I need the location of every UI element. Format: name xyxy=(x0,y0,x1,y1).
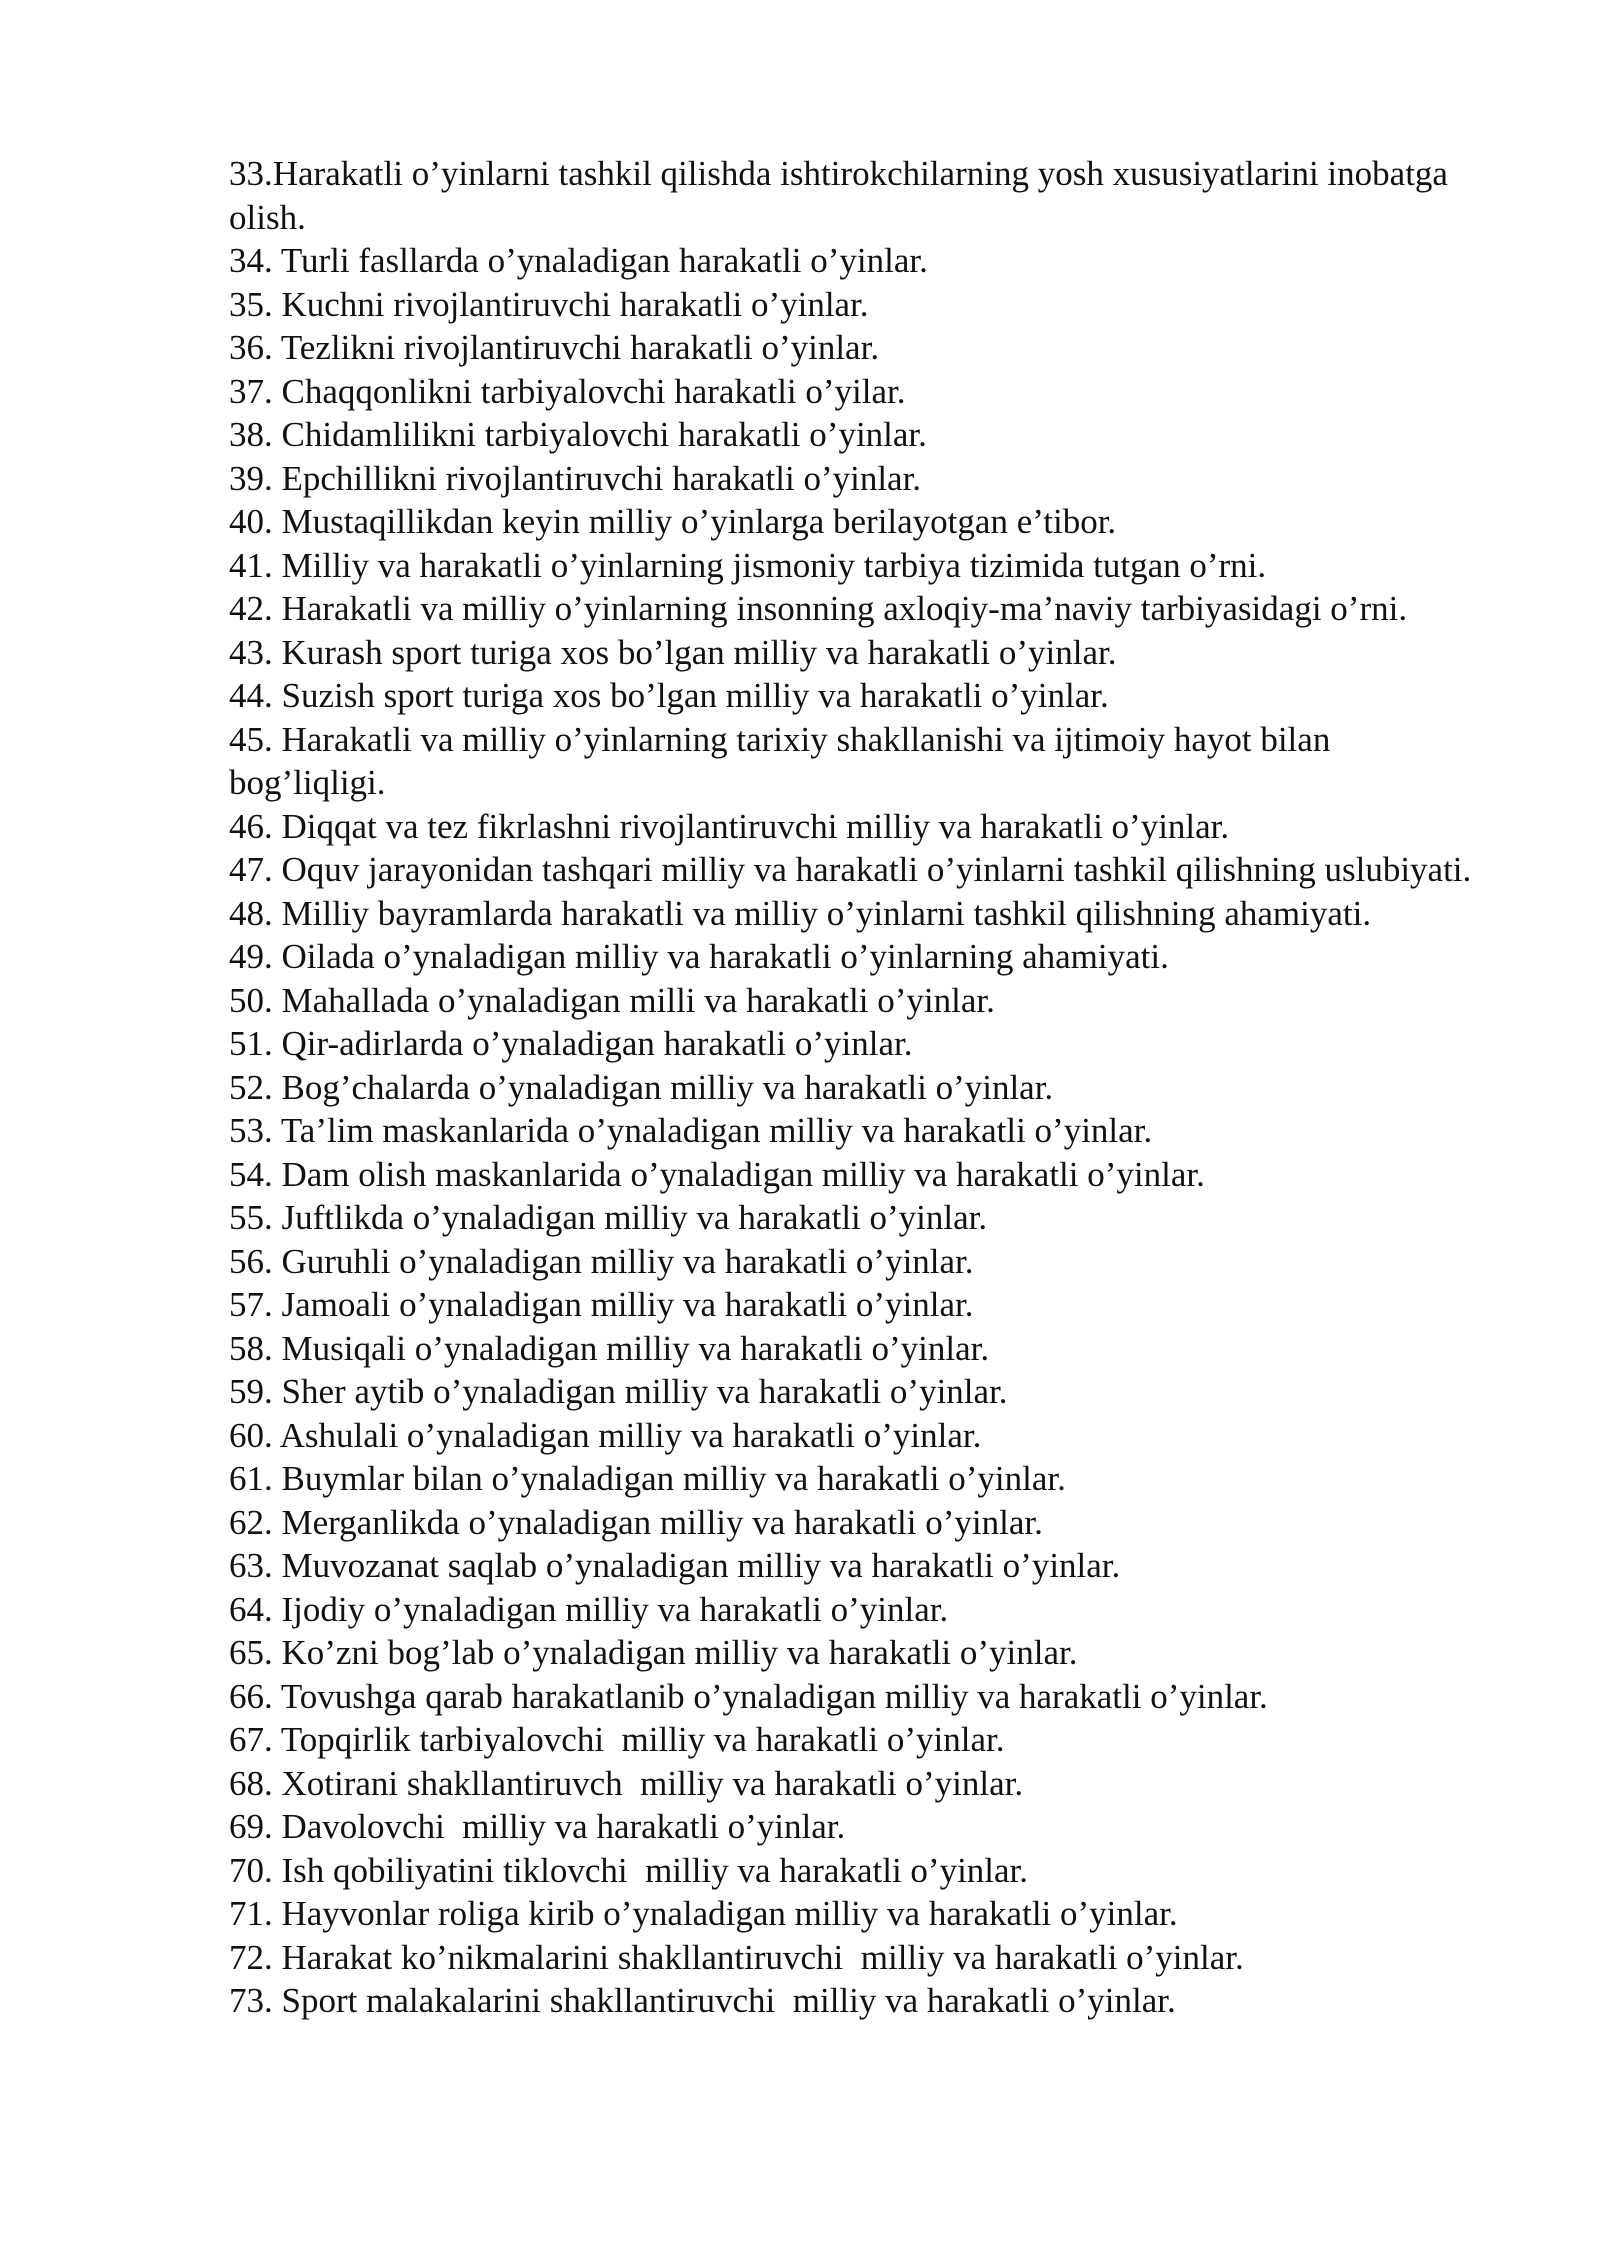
list-item: 35. Kuchni rivojlantiruvchi harakatli o’yinlar. xyxy=(229,284,869,324)
list-item: 59. Sher aytib o’ynaladigan milliy va harakatli o’yinlar. xyxy=(229,1372,1008,1411)
list-item: 41. Milliy va harakatli o’yinlarning jismoniy tarbiya tizimida tutgan o’rni. xyxy=(229,545,1267,585)
list-item: 65. Ko’zni bog’lab o’ynaladigan milliy va harakatli o’yinlar. xyxy=(229,1633,1078,1672)
list-item: 58. Musiqali o’ynaladigan milliy va harakatli o’yinlar. xyxy=(229,1328,990,1368)
list-item: 68. Xotirani shakllantiruvch milliy va harakatli o’yinlar. xyxy=(229,1763,1024,1803)
list-item: 55. Juftlikda o’ynaladigan milliy va harakatli o’yinlar. xyxy=(229,1198,988,1237)
list-item: 47. Oquv jarayonidan tashqari milliy va harakatli o’yinlarni tashkil qilishning uslubiyati. xyxy=(229,850,1472,889)
list-item: 36. Tezlikni rivojlantiruvchi harakatli o’yinlar. xyxy=(229,328,880,367)
list-item: 56. Guruhli o’ynaladigan milliy va harakatli o’yinlar. xyxy=(229,1241,974,1281)
list-item: 52. Bog’chalarda o’ynaladigan milliy va harakatli o’yinlar. xyxy=(229,1067,1054,1107)
list-item: 33.Harakatli o’yinlarni tashkil qilishda ishtirokchilarning yosh xususiyatlarini inobatga olish. xyxy=(229,154,1457,237)
list-item: 51. Qir-adirlarda o’ynaladigan harakatli o’yinlar. xyxy=(229,1024,913,1063)
list-item: 37. Chaqqonlikni tarbiyalovchi harakatli o’yilar. xyxy=(229,371,906,411)
list-item: 70. Ish qobiliyatini tiklovchi milliy va harakatli o’yinlar. xyxy=(229,1850,1029,1890)
list-item: 71. Hayvonlar roliga kirib o’ynaladigan milliy va harakatli o’yinlar. xyxy=(229,1894,1178,1933)
list-item: 54. Dam olish maskanlarida o’ynaladigan milliy va harakatli o’yinlar. xyxy=(229,1154,1205,1194)
list-item: 60. Ashulali o’ynaladigan milliy va harakatli o’yinlar. xyxy=(229,1415,982,1455)
list-item: 72. Harakat ko’nikmalarini shakllantiruvchi milliy va harakatli o’yinlar. xyxy=(229,1937,1244,1977)
list-item: 39. Epchillikni rivojlantiruvchi harakatli o’yinlar. xyxy=(229,458,922,498)
list-item: 38. Chidamlilikni tarbiyalovchi harakatli o’yinlar. xyxy=(229,415,927,454)
list-item: 53. Ta’lim maskanlarida o’ynaladigan milliy va harakatli o’yinlar. xyxy=(229,1111,1153,1150)
list-item: 67. Topqirlik tarbiyalovchi milliy va harakatli o’yinlar. xyxy=(229,1720,1005,1759)
list-item: 50. Mahallada o’ynaladigan milli va harakatli o’yinlar. xyxy=(229,980,995,1020)
topic-list xyxy=(229,152,1489,2023)
list-item: 46. Diqqat va tez fikrlashni rivojlantiruvchi milliy va harakatli o’yinlar. xyxy=(229,806,1230,846)
list-item: 42. Harakatli va milliy o’yinlarning insonning axloqiy-ma’naviy tarbiyasidagi o’rni. xyxy=(229,589,1408,628)
list-item: 43. Kurash sport turiga xos bo’lgan milliy va harakatli o’yinlar. xyxy=(229,632,1117,672)
list-item: 64. Ijodiy o’ynaladigan milliy va harakatli o’yinlar. xyxy=(229,1589,949,1629)
list-item: 57. Jamoali o’ynaladigan milliy va harakatli o’yinlar. xyxy=(229,1285,974,1324)
list-item: 69. Davolovchi milliy va harakatli o’yinlar. xyxy=(229,1807,846,1846)
list-item: 49. Oilada o’ynaladigan milliy va harakatli o’yinlarning ahamiyati. xyxy=(229,937,1169,976)
list-item: 40. Mustaqillikdan keyin milliy o’yinlarga berilayotgan e’tibor. xyxy=(229,502,1117,541)
list-item: 61. Buymlar bilan o’ynaladigan milliy va harakatli o’yinlar. xyxy=(229,1459,1066,1498)
list-item: 62. Merganlikda o’ynaladigan milliy va harakatli o’yinlar. xyxy=(229,1502,1043,1542)
list-item: 48. Milliy bayramlarda harakatli va milliy o’yinlarni tashkil qilishning ahamiyati. xyxy=(229,893,1372,933)
list-item: 63. Muvozanat saqlab o’ynaladigan milliy va harakatli o’yinlar. xyxy=(229,1546,1121,1585)
list-item: 66. Tovushga qarab harakatlanib o’ynaladigan milliy va harakatli o’yinlar. xyxy=(229,1676,1268,1716)
list-item: 73. Sport malakalarini shakllantiruvchi milliy va harakatli o’yinlar. xyxy=(229,1981,1176,2020)
list-item: 44. Suzish sport turiga xos bo’lgan milliy va harakatli o’yinlar. xyxy=(229,676,1109,715)
list-item: 45. Harakatli va milliy o’yinlarning tarixiy shakllanishi va ijtimoiy hayot bilan bog’liqligi. xyxy=(229,719,1340,802)
list-item: 34. Turli fasllarda o’ynaladigan harakatli o’yinlar. xyxy=(229,241,928,280)
